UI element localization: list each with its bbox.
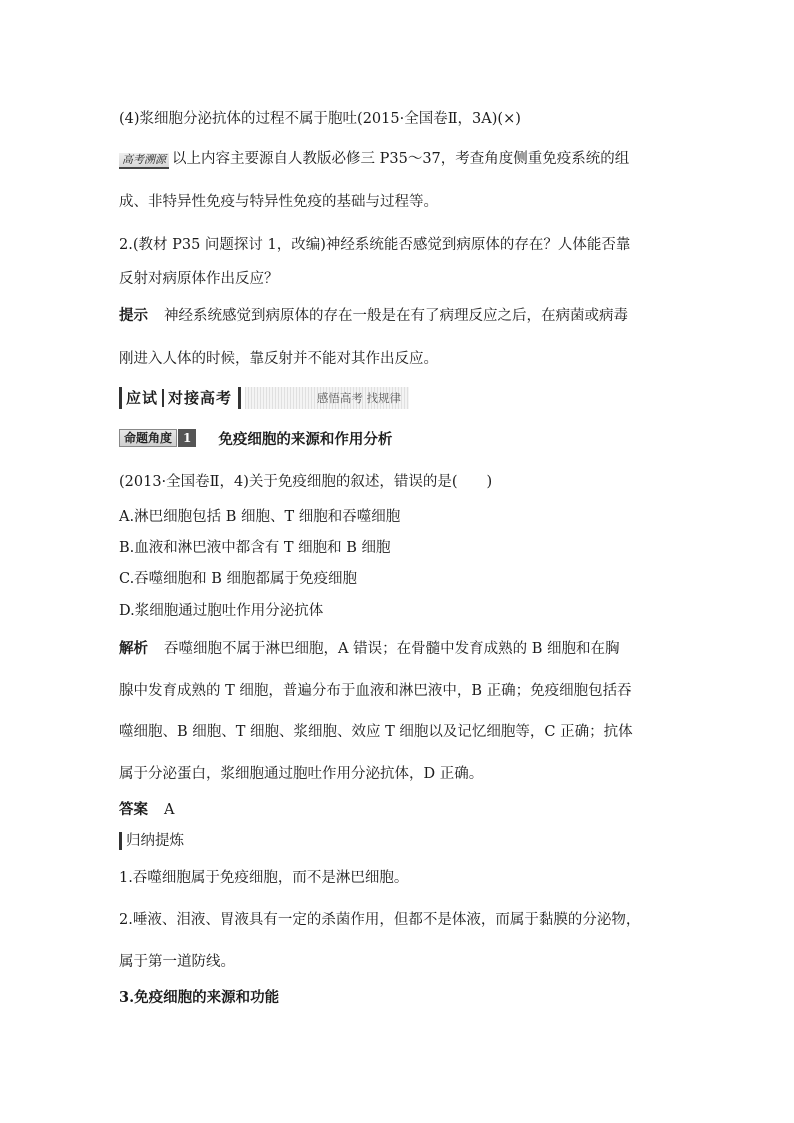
hint-label: 提示: [119, 307, 148, 324]
option-a: A.淋巴细胞包括 B 细胞、T 细胞和吞噬细胞: [119, 509, 401, 525]
analysis-text-4: 属于分泌蛋白，浆细胞通过胞吐作用分泌抗体，D 正确。: [119, 766, 484, 782]
source-text: 以上内容主要源自人教版必修三 P35～37，考查角度侧重免疫系统的组: [172, 151, 630, 167]
analysis-text-3: 噬细胞、B 细胞、T 细胞、浆细胞、效应 T 细胞以及记忆细胞等，C 正确；抗体: [119, 724, 633, 740]
option-d: D.浆细胞通过胞吐作用分泌抗体: [119, 603, 324, 619]
answer-label: 答案: [119, 801, 148, 818]
answer-value: A: [164, 802, 175, 818]
hint: [119, 307, 628, 325]
answer: [119, 801, 174, 819]
angle-title: 免疫细胞的来源和作用分析: [218, 430, 393, 448]
analysis-label: 解析: [119, 640, 148, 657]
banner-title-b: 对接高考: [168, 389, 233, 407]
section-banner: [119, 387, 409, 409]
summary-point-2: 2.唾液、泪液、胃液具有一定的杀菌作用，但都不是体液，而属于黏膜的分泌物，: [119, 912, 641, 928]
summary-title: 归纳提炼: [119, 832, 184, 850]
topic-angle: [119, 428, 392, 448]
banner-tag: 感悟高考 找规律: [245, 387, 409, 409]
source-label: 高考溯源: [119, 153, 169, 169]
statement-4: (4)浆细胞分泌抗体的过程不属于胞吐(2015·全国卷Ⅱ，3A)(×): [119, 111, 521, 127]
summary-point-3: 3.免疫细胞的来源和功能: [119, 989, 280, 1006]
question-stem: (2013·全国卷Ⅱ，4)关于免疫细胞的叙述，错误的是( ): [119, 474, 493, 490]
angle-number: 1: [178, 429, 196, 447]
source-text-cont: 成、非特异性免疫与特异性免疫的基础与过程等。: [119, 194, 438, 210]
option-b: B.血液和淋巴液中都含有 T 细胞和 B 细胞: [119, 540, 391, 556]
summary-point-2-cont: 属于第一道防线。: [119, 954, 235, 970]
analysis-text-2: 腺中发育成熟的 T 细胞，普遍分布于血液和淋巴液中，B 正确；免疫细胞包括吞: [119, 683, 632, 699]
summary-point-1: 1.吞噬细胞属于免疫细胞，而不是淋巴细胞。: [119, 870, 409, 886]
angle-label: 命题角度: [119, 429, 177, 447]
option-c: C.吞噬细胞和 B 细胞都属于免疫细胞: [119, 571, 358, 587]
question-2: 2.(教材 P35 问题探讨 1，改编)神经系统能否感觉到病原体的存在？人体能否靠: [119, 237, 631, 253]
analysis: [119, 640, 619, 658]
question-2-cont: 反射对病原体作出反应？: [119, 271, 279, 287]
hint-cont: 刚进入人体的时候，靠反射并不能对其作出反应。: [119, 351, 438, 367]
analysis-text-1: 吞噬细胞不属于淋巴细胞，A 错误；在骨髓中发育成熟的 B 细胞和在胸: [164, 641, 620, 657]
source-note: [119, 150, 629, 169]
banner-title-a: 应试: [119, 387, 162, 409]
hint-text: 神经系统感觉到病原体的存在一般是在有了病理反应之后，在病菌或病毒: [164, 308, 628, 324]
